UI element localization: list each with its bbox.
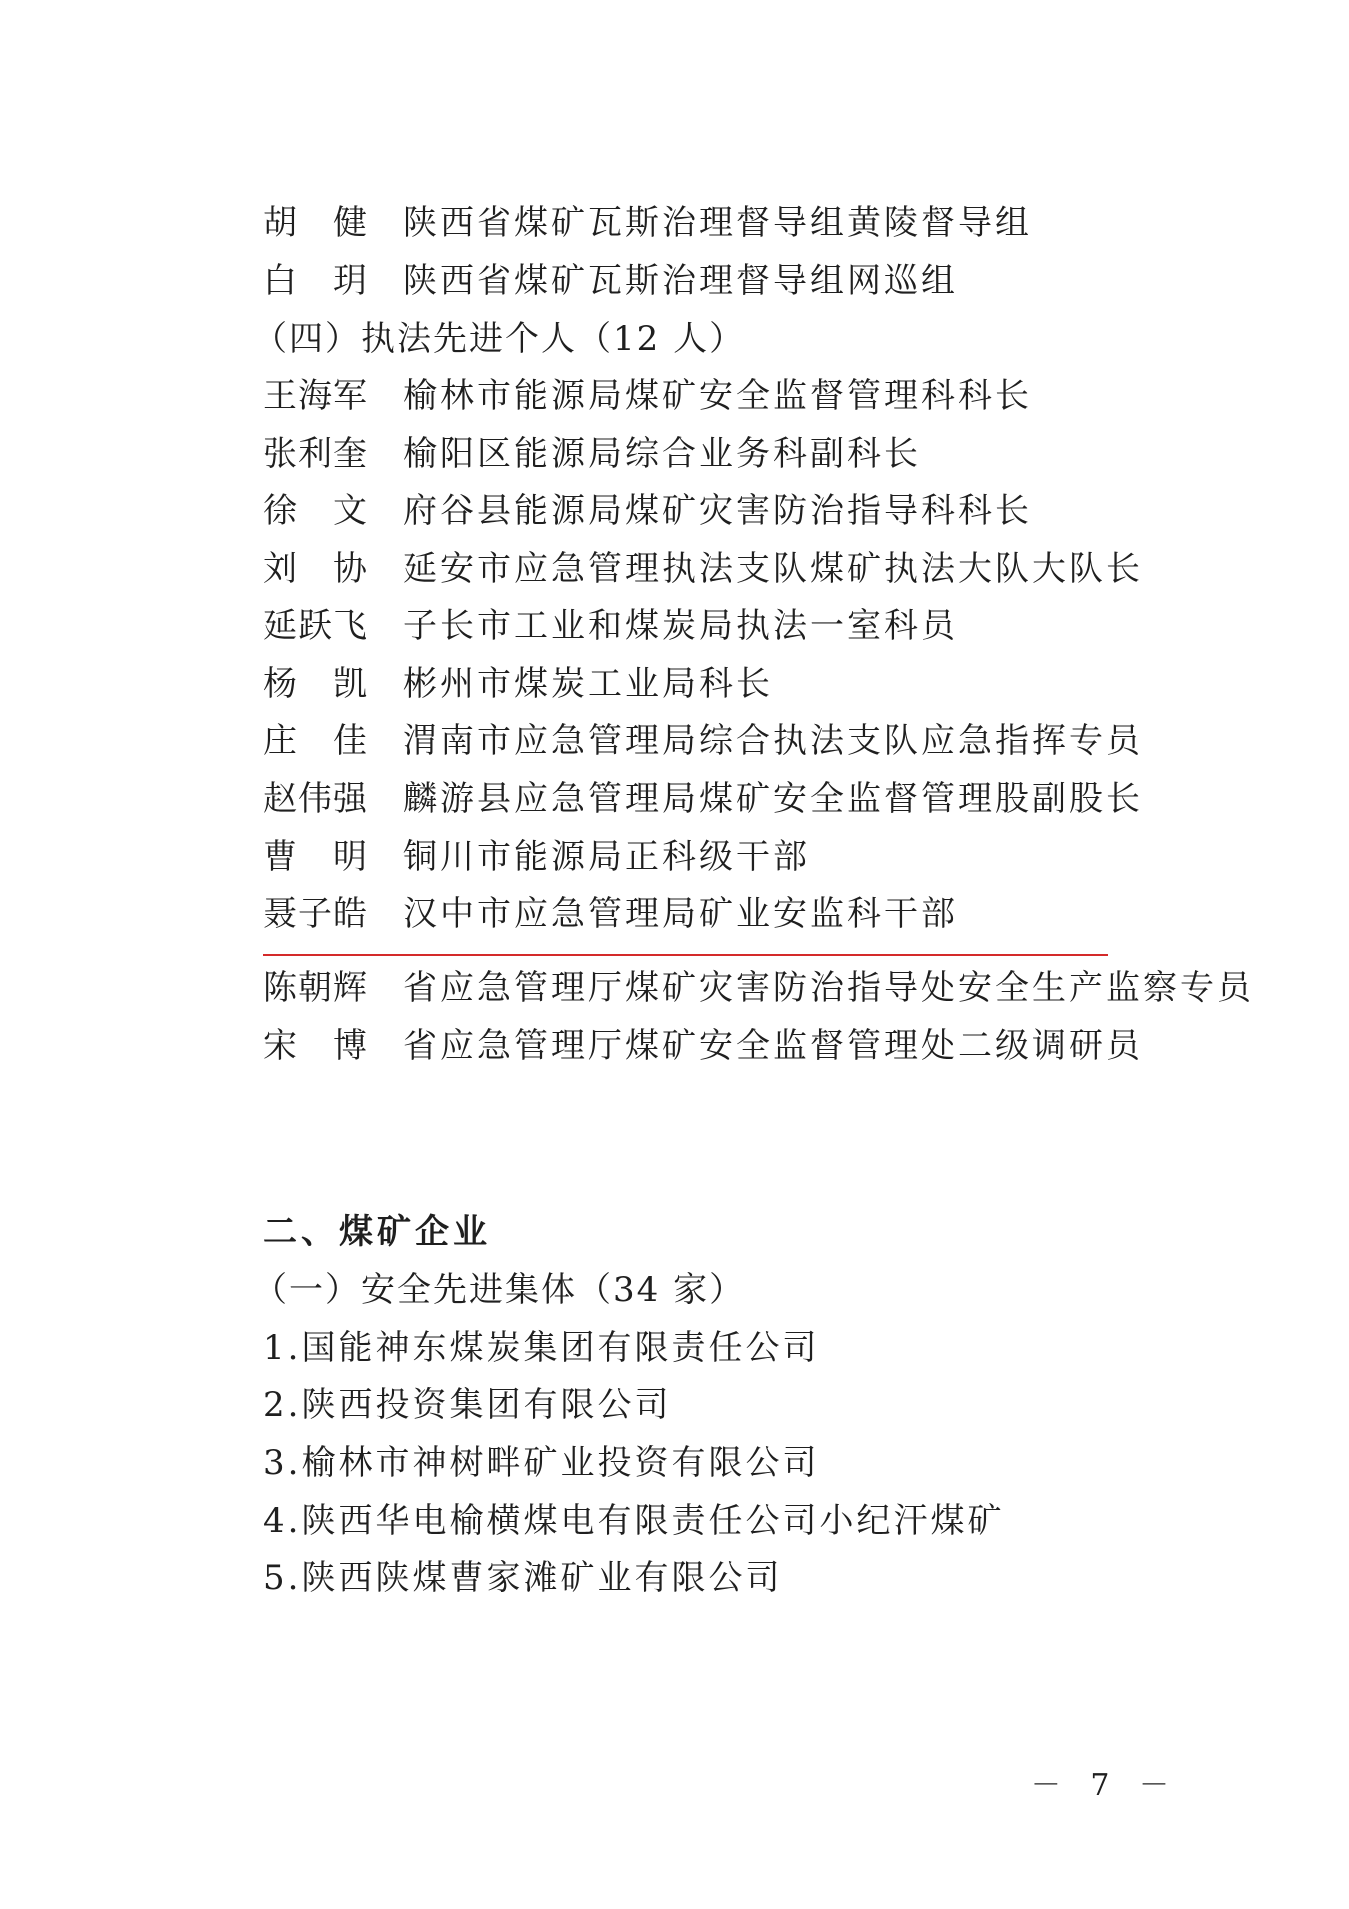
person-name: 张利奎: [263, 434, 368, 474]
entry-row: [263, 1147, 403, 1197]
person-title: 榆林市能源局煤矿安全监督管理科科长: [403, 376, 1032, 416]
person-name: 胡 健: [263, 203, 368, 243]
entry-row: [263, 774, 1143, 824]
person-name: 白 玥: [263, 261, 368, 301]
person-title: 陕西省煤矿瓦斯治理督导组黄陵督导组: [403, 203, 1032, 243]
person-title: 省应急管理厅煤矿安全监督管理处二级调研员: [403, 1026, 1143, 1066]
list-item: 4.陕西华电榆横煤电有限责任公司小纪汗煤矿: [263, 1501, 1005, 1541]
person-title: 汉中市应急管理局矿业安监科干部: [403, 894, 958, 934]
part-heading: 二、煤矿企业: [263, 1212, 491, 1252]
person-title: 榆阳区能源局综合业务科副科长: [403, 434, 921, 474]
person-title: 子长市工业和煤炭局执法一室科员: [403, 606, 958, 646]
section-heading: （一）安全先进集体（34 家）: [253, 1270, 746, 1310]
red-underline: [263, 954, 1108, 956]
section-heading: （四）执法先进个人（12 人）: [253, 319, 746, 359]
entry-row: [263, 601, 958, 651]
entry-row: [263, 256, 958, 306]
person-name: 刘 协: [263, 549, 368, 589]
person-title: 府谷县能源局煤矿灾害防治指导科科长: [403, 491, 1032, 531]
person-title: 彬州市煤炭工业局科长: [403, 664, 773, 704]
entry-row: [263, 429, 921, 479]
entry-row: [263, 963, 1254, 1013]
entry-row: [263, 198, 1032, 248]
entry-row: [263, 486, 1032, 536]
person-title: 铜川市能源局正科级干部: [403, 837, 810, 877]
entry-row: [263, 659, 773, 709]
entry-row: [263, 832, 810, 882]
person-name: 王海军: [263, 376, 368, 416]
person-name: 庄 佳: [263, 721, 368, 761]
list-item: 3.榆林市神树畔矿业投资有限公司: [263, 1443, 820, 1483]
person-name: 延跃飞: [263, 606, 368, 646]
list-item: 1.国能神东煤炭集团有限责任公司: [263, 1328, 820, 1368]
person-title: 省应急管理厅煤矿灾害防治指导处安全生产监察专员: [403, 968, 1254, 1008]
list-item: 5.陕西陕煤曹家滩矿业有限公司: [263, 1558, 783, 1598]
person-title: 渭南市应急管理局综合执法支队应急指挥专员: [403, 721, 1143, 761]
entry-row: [263, 371, 1032, 421]
person-name: 聂子皓: [263, 894, 368, 934]
entry-row: [263, 544, 1143, 594]
entry-row: [263, 1021, 1143, 1071]
person-title: 陕西省煤矿瓦斯治理督导组网巡组: [403, 261, 958, 301]
entry-row-highlighted: [263, 889, 958, 939]
entry-row: [263, 1089, 403, 1139]
entry-row: [263, 716, 1143, 766]
person-title: 麟游县应急管理局煤矿安全监督管理股副股长: [403, 779, 1143, 819]
person-name: 陈朝辉: [263, 968, 368, 1008]
list-item: 2.陕西投资集团有限公司: [263, 1385, 672, 1425]
person-name: 徐 文: [263, 491, 368, 531]
person-name: 宋 博: [263, 1026, 368, 1066]
person-name: 杨 凯: [263, 664, 368, 704]
person-name: 曹 明: [263, 837, 368, 877]
person-title: 延安市应急管理执法支队煤矿执法大队大队长: [403, 549, 1143, 589]
person-name: 赵伟强: [263, 779, 368, 819]
page-number: － 7 －: [1030, 1768, 1179, 1803]
